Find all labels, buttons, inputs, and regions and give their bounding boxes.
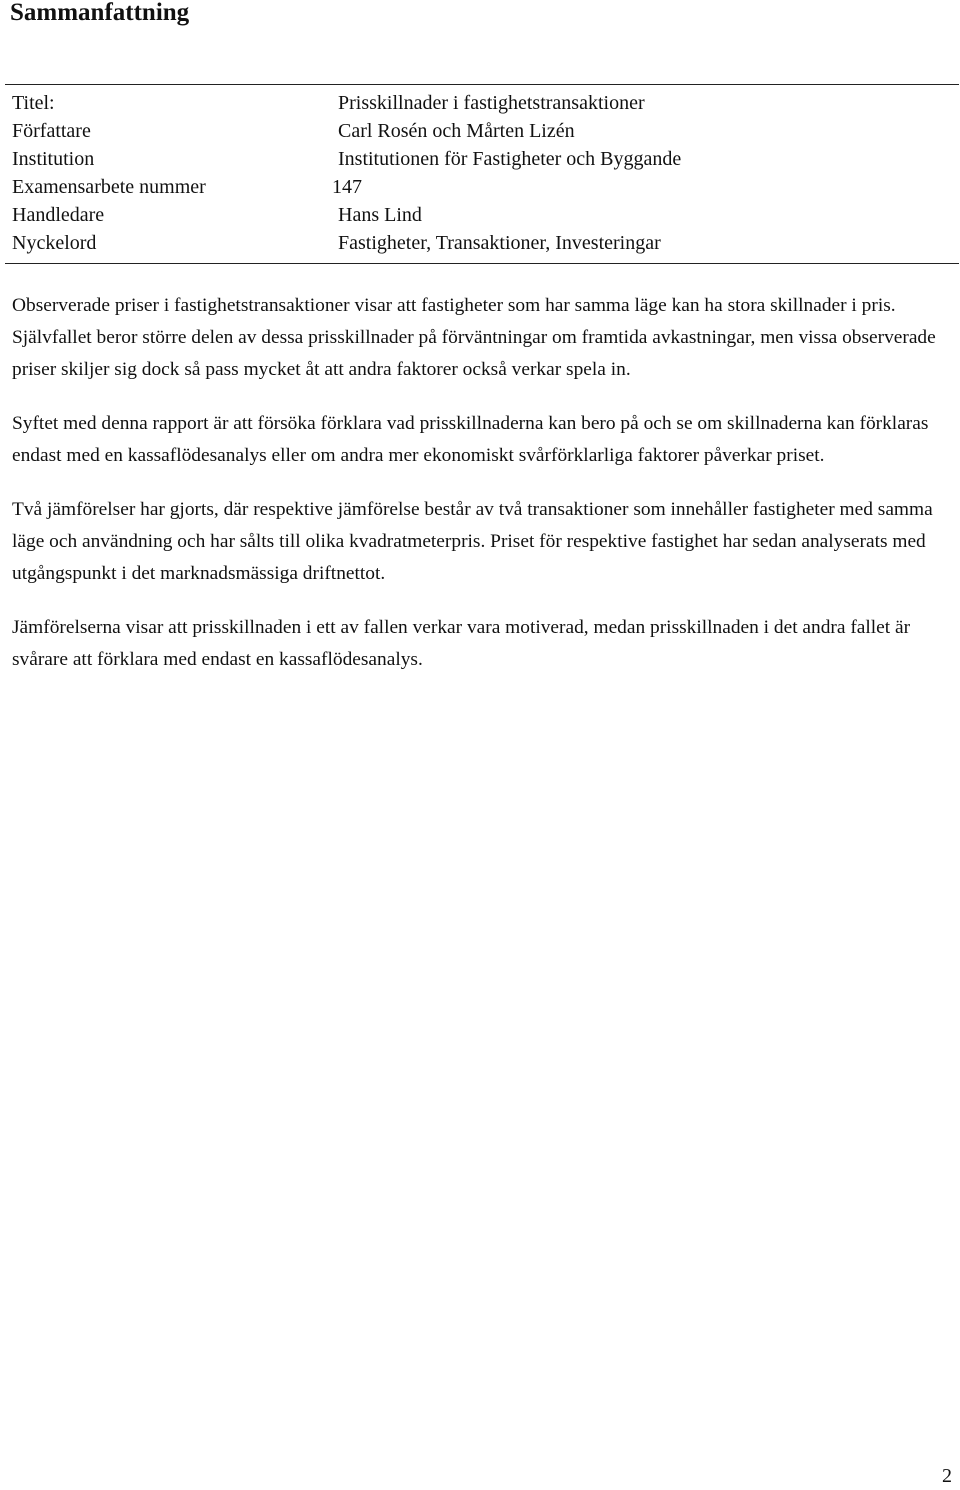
- summary-body: [12, 290, 952, 698]
- metadata-label: Handledare: [12, 204, 105, 226]
- metadata-row-keywords: [5, 229, 959, 257]
- metadata-label: Examensarbete nummer: [12, 176, 206, 198]
- metadata-value: Carl Rosén och Mårten Lizén: [338, 120, 575, 142]
- metadata-table: [5, 84, 959, 264]
- metadata-label: Titel:: [12, 92, 55, 114]
- paragraph: Syftet med denna rapport är att försöka förklara vad prisskillnaderna kan bero på och se om skillnaderna kan förklaras endast med en kassaflödesanalys eller om andra mer ekonomiskt svårförklarliga faktorer påverkar priset.: [12, 413, 929, 466]
- page-title: Sammanfattning: [10, 0, 190, 26]
- paragraph: Observerade priser i fastighetstransaktioner visar att fastigheter som har samma läge kan ha stora skillnader i pris. Självfallet beror större delen av dessa prisskillnader på förväntningar om framtida avkastningar, men vissa observerade priser skiljer sig dock så pass mycket åt att andra faktorer också verkar spela in.: [12, 295, 936, 380]
- metadata-label: Institution: [12, 148, 95, 170]
- metadata-value: Fastigheter, Transaktioner, Investeringar: [338, 232, 661, 254]
- metadata-value: Institutionen för Fastigheter och Byggande: [338, 148, 682, 170]
- metadata-row-thesis-number: [5, 173, 959, 201]
- metadata-row-authors: [5, 117, 959, 145]
- metadata-value: Hans Lind: [338, 204, 422, 226]
- metadata-row-title: [5, 89, 959, 117]
- paragraph: Två jämförelser har gjorts, där respektive jämförelse består av två transaktioner som innehåller fastigheter med samma läge och användning och har sålts till olika kvadratmeterpris. Priset för respektive fastighet har sedan analyserats med utgångspunkt i det marknadsmässiga driftnettot.: [12, 499, 933, 584]
- metadata-value: Prisskillnader i fastighetstransaktioner: [338, 92, 645, 114]
- metadata-row-supervisor: [5, 201, 959, 229]
- metadata-label: Författare: [12, 120, 91, 142]
- paragraph: Jämförelserna visar att prisskillnaden i ett av fallen verkar vara motiverad, medan prisskillnaden i det andra fallet är svårare att förklara med endast en kassaflödesanalys.: [12, 617, 911, 670]
- metadata-row-institution: [5, 145, 959, 173]
- metadata-value: 147: [332, 176, 362, 198]
- metadata-label: Nyckelord: [12, 232, 97, 254]
- page-number: 2: [942, 1465, 952, 1487]
